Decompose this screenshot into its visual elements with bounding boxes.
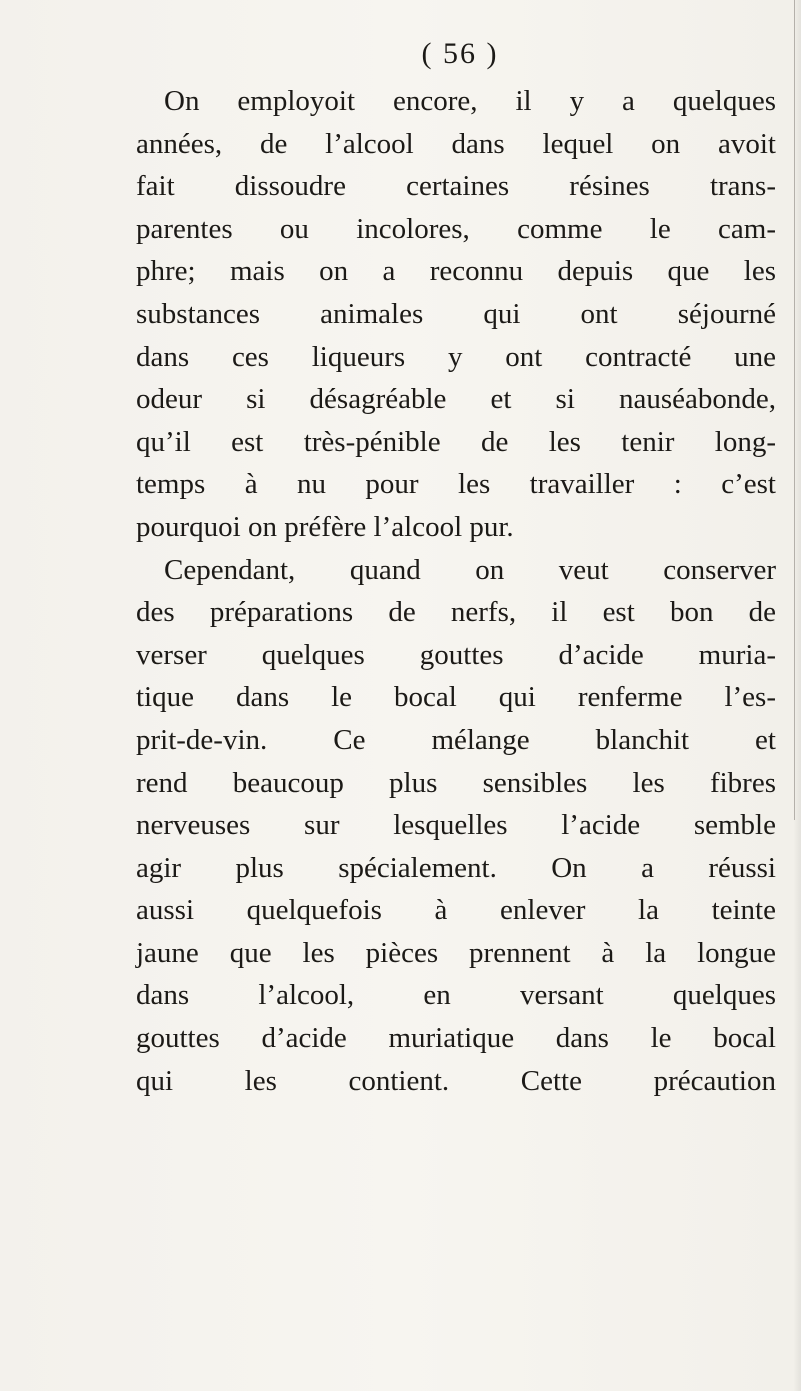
text-line: qu’il est très-pénible de les tenir long-: [136, 425, 776, 458]
text-line: On employoit encore, il y a quelques: [164, 85, 776, 117]
text-line: dans l’alcool, en versant quelques: [136, 979, 776, 1012]
text-line: phre; mais on a reconnu depuis que les: [136, 255, 776, 288]
text-line: aussi quelquefois à enlever la teinte: [136, 894, 776, 927]
text-line: pourquoi on préfère l’alcool pur.: [136, 510, 514, 543]
text-line: des préparations de nerfs, il est bon de: [136, 596, 776, 629]
page-number: ( 56 ): [421, 37, 499, 70]
text-line: jaune que les pièces prennent à la longue: [136, 936, 776, 969]
text-line: substances animales qui ont séjourné: [136, 297, 776, 330]
text-line: prit-de-vin. Ce mélange blanchit et: [136, 723, 776, 756]
text-line: rend beaucoup plus sensibles les fibres: [136, 766, 776, 799]
page-edge-line: [794, 0, 795, 820]
text-line: fait dissoudre certaines résines trans-: [136, 170, 776, 203]
text-line: dans ces liqueurs y ont contracté une: [136, 340, 776, 373]
text-line: verser quelques gouttes d’acide muria-: [136, 638, 776, 671]
text-line: tique dans le bocal qui renferme l’es-: [136, 681, 776, 714]
text-line: qui les contient. Cette précaution: [136, 1064, 776, 1097]
text-line: gouttes d’acide muriatique dans le bocal: [136, 1022, 776, 1055]
text-line: Cependant, quand on veut conserver: [164, 553, 776, 586]
body-text: [136, 80, 776, 1102]
text-line: nerveuses sur lesquelles l’acide semble: [136, 809, 776, 842]
text-line: parentes ou incolores, comme le cam-: [136, 212, 776, 245]
text-line: temps à nu pour les travailler : c’est: [136, 468, 776, 501]
text-line: années, de l’alcool dans lequel on avoit: [136, 127, 776, 160]
text-line: odeur si désagréable et si nauséabonde,: [136, 383, 776, 416]
text-line: agir plus spécialement. On a réussi: [136, 851, 776, 884]
